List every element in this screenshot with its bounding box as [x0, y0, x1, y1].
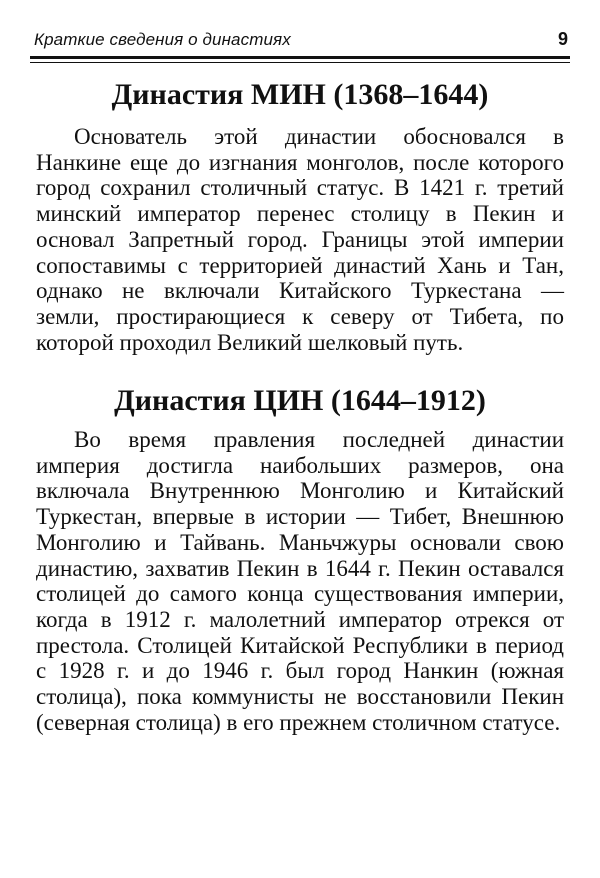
running-header: [34, 28, 570, 56]
header-rule-thin: [30, 62, 570, 63]
header-rule-thick: [30, 56, 570, 59]
running-title: Краткие сведения о династиях: [34, 30, 291, 49]
section-heading-qing: Династия ЦИН (1644–1912): [114, 384, 486, 417]
page-number: 9: [557, 29, 568, 49]
section-text-ming: Основатель этой династии обосновался в Нанкине еще до изгнания монголов, после которого город сохранил столичный статус. В 1421 г. третий минский император перенес столицу в Пекин и основал Запретный город. Границы этой империи сопоставимы с территорией династий Хань и Тан, однако не включали Китайского Туркестана — земли, простирающиеся к северу от Тибета, по которой проходил Великий шелковый путь.: [36, 124, 564, 355]
section-text-qing: Во время правления последней династии империя достигла наибольших размеров, она включала Внутреннюю Монголию и Китайский Туркестан, впервые в истории — Тибет, Внешнюю Монголию и Тайвань. Маньчжуры основали свою династию, захватив Пекин в 1644 г. Пекин оставался столицей до самого конца существования империи, когда в 1912 г. малолетний император отрекся от престола. Столицей Китайской Республики в период с 1928 г. и до 1946 г. был город Нанкин (южная столица), пока коммунисты не восстановили Пекин (северная столица) в его прежнем столичном статусе.: [36, 427, 564, 735]
section-heading-ming: Династия МИН (1368–1644): [111, 78, 489, 111]
